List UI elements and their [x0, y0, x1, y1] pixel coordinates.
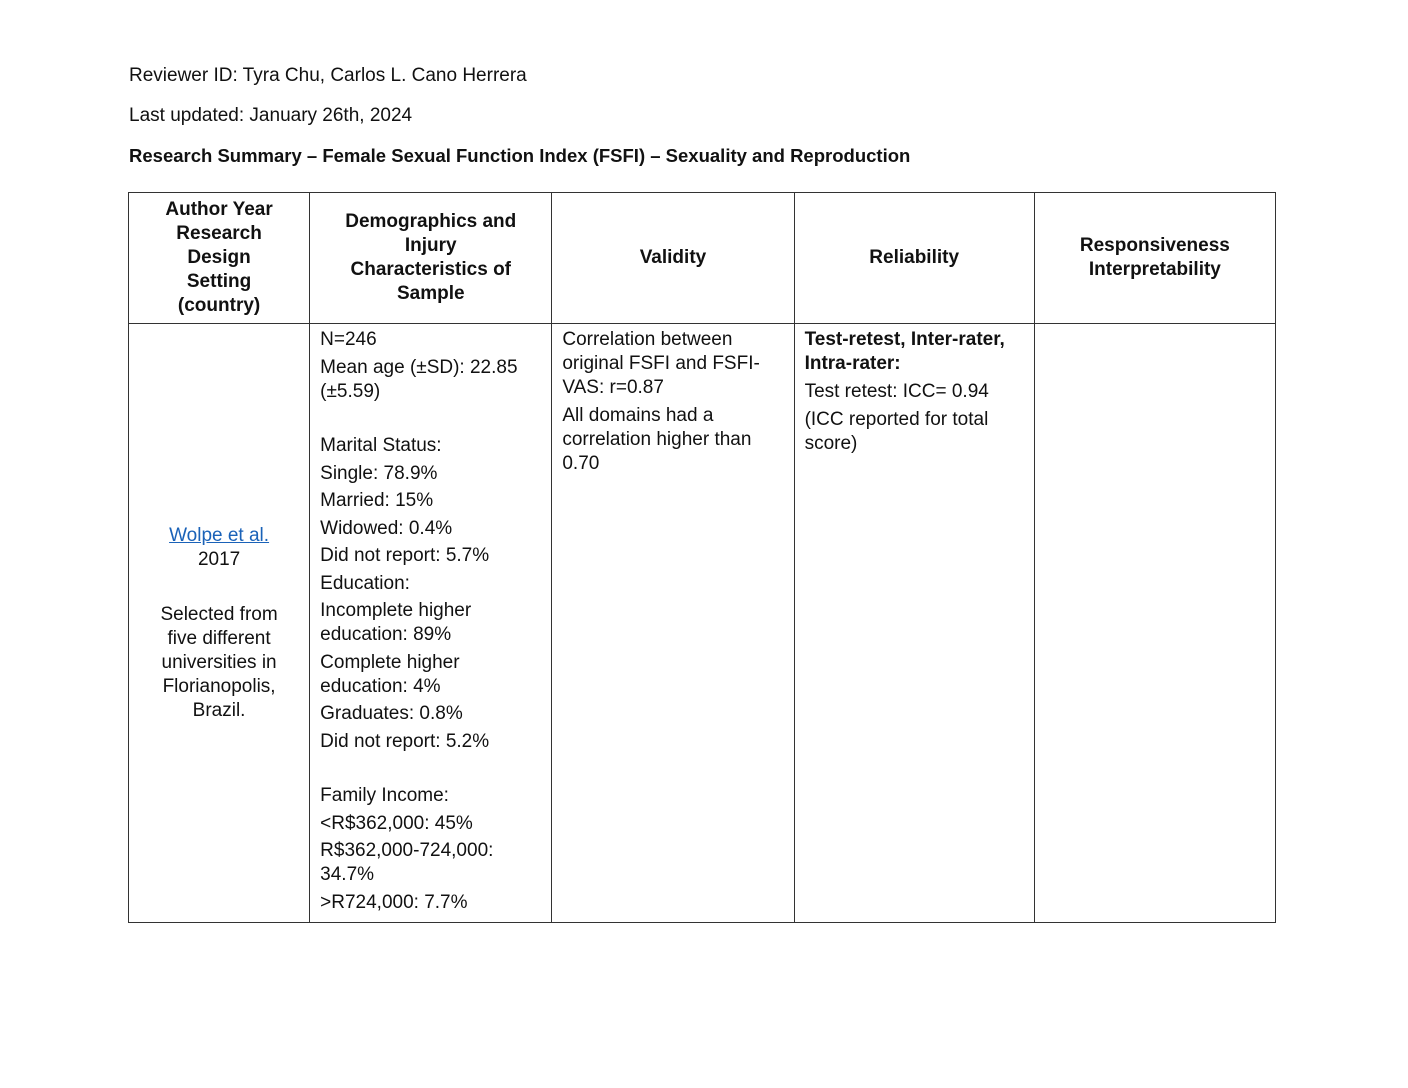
setting-line: Brazil.: [192, 699, 246, 721]
spacer: [320, 757, 541, 784]
table-row: [129, 324, 1276, 923]
header-line: Setting: [186, 271, 252, 292]
setting-line: Florianopolis,: [162, 675, 276, 697]
reliability-item: (ICC reported for total score): [804, 409, 989, 454]
reliability-item: Test retest: ICC= 0.94: [804, 381, 989, 402]
cell-demographics: [310, 324, 552, 923]
study-year: 2017: [197, 548, 241, 570]
header-line: Sample: [396, 283, 465, 304]
header-line: Characteristics of: [350, 259, 512, 280]
spacer: [145, 572, 293, 603]
header-line: Demographics and: [345, 211, 517, 232]
document-title: Research Summary – Female Sexual Function Index (FSFI) – Sexuality and Reproduction: [129, 145, 911, 166]
header-responsiveness: [1034, 193, 1275, 324]
last-updated: Last updated: January 26th, 2024: [129, 105, 413, 126]
validity-item: Correlation between original FSFI and FSFI-VAS: r=0.87: [562, 329, 760, 398]
header-line: Responsiveness: [1079, 235, 1230, 256]
income-item: <R$362,000: 45%: [320, 812, 473, 834]
education-item: Graduates: 0.8%: [320, 703, 463, 724]
header-line: Injury: [404, 235, 457, 256]
header-line: Author Year: [165, 199, 273, 220]
table-header-row: [129, 193, 1276, 324]
education-item: Complete higher education: 4%: [320, 651, 460, 697]
validity-item: All domains had a correlation higher than 0.70: [562, 405, 752, 474]
marital-item: Did not report: 5.7%: [320, 545, 490, 566]
setting-line: universities in: [161, 651, 277, 673]
reliability-heading: Test-retest, Inter-rater, Intra-rater:: [804, 329, 1005, 374]
header-line: Interpretability: [1088, 259, 1221, 280]
header-validity: [552, 193, 794, 324]
author-link[interactable]: Wolpe et al.: [169, 524, 270, 546]
header-author-year: [129, 193, 310, 324]
research-summary-table: [128, 192, 1276, 923]
cell-reliability: [794, 324, 1034, 923]
mean-age: Mean age (±SD): 22.85 (±5.59): [320, 356, 518, 402]
income-item: >R724,000: 7.7%: [320, 891, 468, 913]
header-line: (country): [177, 295, 261, 316]
header-reliability: [794, 193, 1034, 324]
header-line: Design: [187, 247, 251, 268]
family-income-header: Family Income:: [320, 785, 449, 806]
spacer: [320, 407, 541, 434]
marital-item: Widowed: 0.4%: [320, 517, 453, 539]
cell-responsiveness: [1034, 324, 1275, 923]
sample-size: N=246: [320, 329, 377, 350]
header-demographics: [310, 193, 552, 324]
education-header: Education:: [320, 572, 410, 594]
income-item: R$362,000-724,000: 34.7%: [320, 840, 494, 885]
marital-item: Married: 15%: [320, 490, 434, 511]
setting-line: Selected from: [160, 603, 278, 625]
cell-validity: [552, 324, 794, 923]
setting-line: five different: [167, 627, 271, 649]
marital-item: Single: 78.9%: [320, 462, 438, 484]
reviewer-id: Reviewer ID: Tyra Chu, Carlos L. Cano Herrera: [129, 65, 527, 86]
header-line: Validity: [639, 247, 707, 268]
header-line: Research: [176, 223, 262, 244]
education-item: Incomplete higher education: 89%: [320, 600, 472, 645]
cell-author-year: [129, 324, 310, 923]
education-item: Did not report: 5.2%: [320, 730, 490, 752]
marital-status-header: Marital Status:: [320, 435, 442, 456]
header-line: Reliability: [869, 247, 960, 268]
